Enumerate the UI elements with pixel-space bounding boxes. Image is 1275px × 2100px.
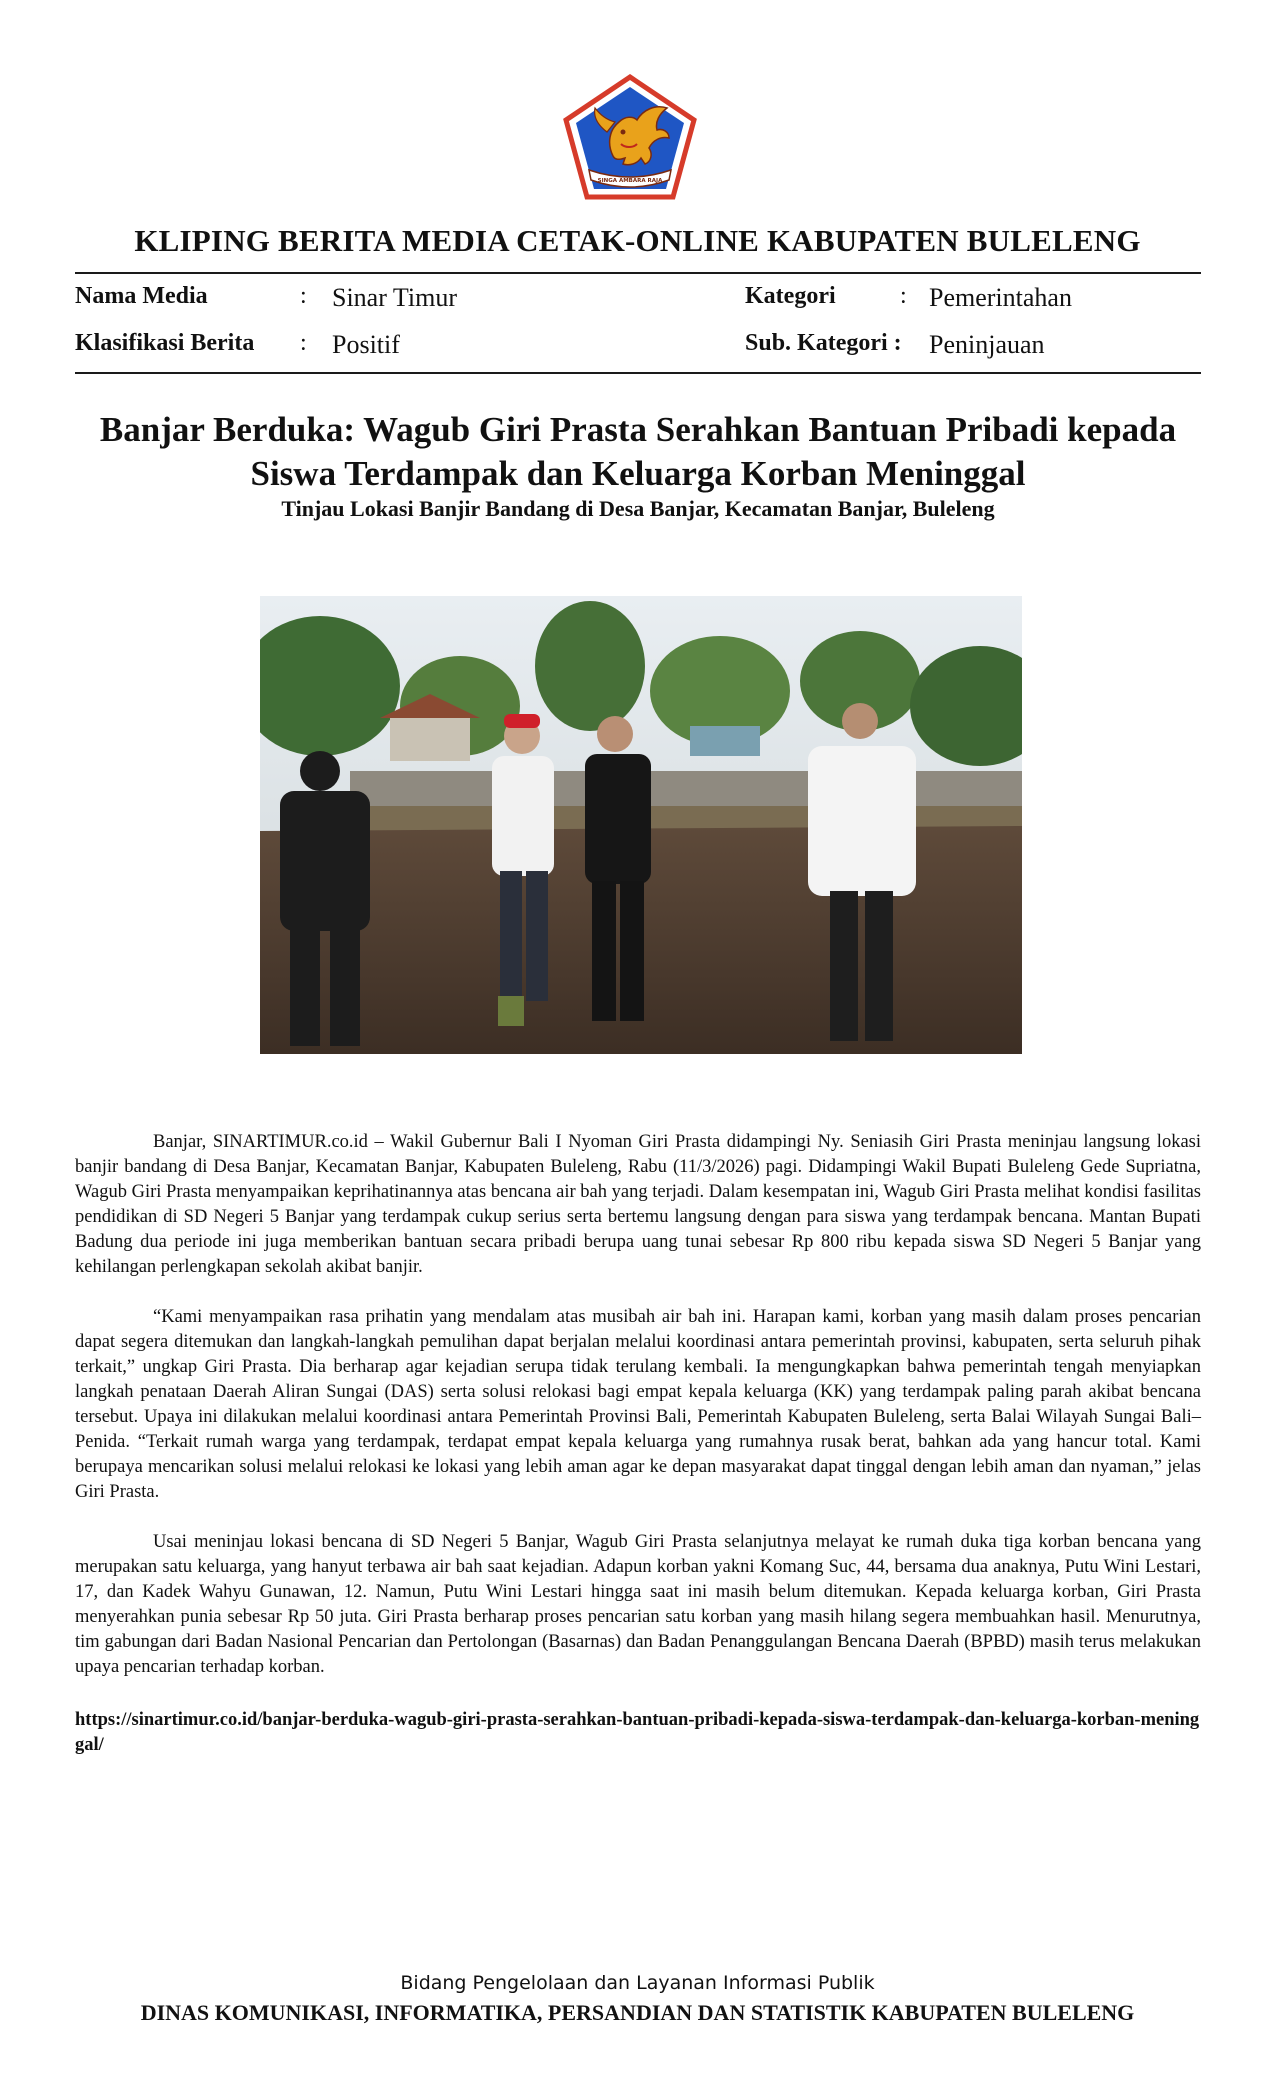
footer-division: Bidang Pengelolaan dan Layanan Informasi Publik [400, 1972, 875, 1994]
footer-agency: DINAS KOMUNIKASI, INFORMATIKA, PERSANDIAN DAN STATISTIK KABUPATEN BULELENG [140, 2000, 1135, 2025]
category-label: Kategori [745, 283, 836, 309]
article-subheadline: Tinjau Lokasi Banjir Bandang di Desa Banjar, Kecamatan Banjar, Buleleng [281, 496, 995, 521]
header-bottom-divider [75, 372, 1201, 374]
emblem-ribbon-text: SINGA AMBARA RAJA [597, 178, 663, 184]
category-value: Pemerintahan [929, 283, 1072, 312]
news-photo-flood-site-icon [260, 596, 1022, 1054]
page-title: KLIPING BERITA MEDIA CETAK-ONLINE KABUPATEN BULELENG [134, 223, 1141, 258]
media-value: Sinar Timur [332, 283, 457, 312]
article-headline: Banjar Berduka: Wagub Giri Prasta Serahkan Bantuan Pribadi kepada Siswa Terdampak dan Keluarga Korban Meninggal [99, 410, 1177, 493]
source-link[interactable]: https://sinartimur.co.id/banjar-berduka-wagub-giri-prasta-serahkan-bantuan-pribadi-kepada-siswa-terdampak-dan-keluarga-korban-meninggal/ [75, 1710, 1200, 1755]
classification-label: Klasifikasi Berita [75, 330, 255, 356]
media-label: Nama Media [75, 283, 208, 309]
subcategory-label: Sub. Kategori : [745, 330, 902, 356]
header-top-divider [75, 272, 1201, 274]
article-paragraph: “Kami menyampaikan rasa prihatin yang mendalam atas musibah air bah ini. Harapan kami, korban yang masih dalam proses pencarian dapat segera ditemukan dan langkah-langkah pemulihan dapat berjalan melalui koordinasi antara pemerintah provinsi, kabupaten, serta seluruh pihak terkait,” ungkap Giri Prasta. Dia berharap agar kejadian serupa tidak terulang kembali. Ia mengungkapkan bahwa pemerintah tengah menyiapkan langkah penataan Daerah Aliran Sungai (DAS) serta solusi relokasi bagi empat kepala keluarga (KK) yang terdampak paling parah akibat bencana tersebut. Upaya ini dilakukan melalui koordinasi antara Pemerintah Provinsi Bali, Pemerintah Kabupaten Buleleng, serta Balai Wilayah Sungai Bali–Penida. “Terkait rumah warga yang terdampak, terdapat empat kepala keluarga yang rumahnya rusak berat, bahkan ada yang hancur total. Kami berupaya mencarikan solusi melalui relokasi ke lokasi yang lebih aman agar ke depan masyarakat dapat tinggal dengan lebih aman dan nyaman,” jelas Giri Prasta. [75, 1307, 1201, 1502]
article-paragraph: Banjar, SINARTIMUR.co.id – Wakil Gubernur Bali I Nyoman Giri Prasta didampingi Ny. Seniasih Giri Prasta meninjau langsung lokasi banjir bandang di Desa Banjar, Kecamatan Banjar, Kabupaten Buleleng, Rabu (11/3/2026) pagi. Didampingi Wakil Bupati Buleleng Gede Supriatna, Wagub Giri Prasta menyampaikan keprihatinannya atas bencana air bah yang terjadi. Dalam kesempatan ini, Wagub Giri Prasta melihat kondisi fasilitas pendidikan di SD Negeri 5 Banjar yang terdampak cukup serius serta bertemu langsung dengan para siswa yang terdampak bencana. Mantan Bupati Badung dua periode ini juga memberikan bantuan secara pribadi berupa uang tunai sebesar Rp 800 ribu kepada siswa SD Negeri 5 Banjar yang kehilangan perlengkapan sekolah akibat banjir. [75, 1132, 1201, 1277]
buleleng-emblem-logo [563, 74, 697, 200]
classification-colon: : [300, 330, 307, 356]
news-photo [260, 596, 1022, 1054]
category-colon: : [900, 283, 907, 309]
article-body [75, 1130, 1201, 1705]
subcategory-value: Peninjauan [929, 330, 1045, 359]
article-paragraph: Usai meninjau lokasi bencana di SD Negeri 5 Banjar, Wagub Giri Prasta selanjutnya melayat ke rumah duka tiga korban bencana yang merupakan satu keluarga, yang hanyut terbawa air bah saat kejadian. Adapun korban yakni Komang Suc, 44, bersama dua anaknya, Putu Wini Lestari, 17, dan Kadek Wahyu Gunawan, 12. Namun, Putu Wini Lestari hingga saat ini masih belum ditemukan. Kepada keluarga korban, Giri Prasta menyerahkan punia sebesar Rp 50 juta. Giri Prasta berharap proses pencarian satu korban yang masih hilang segera membuahkan hasil. Menurutnya, tim gabungan dari Badan Nasional Pencarian dan Pertolongan (Basarnas) dan Badan Penanggulangan Bencana Daerah (BPBD) masih terus melakukan upaya pencarian terhadap korban. [75, 1532, 1201, 1677]
singa-ambara-raja-emblem-icon [563, 74, 697, 200]
classification-value: Positif [332, 330, 400, 359]
media-colon: : [300, 283, 307, 309]
